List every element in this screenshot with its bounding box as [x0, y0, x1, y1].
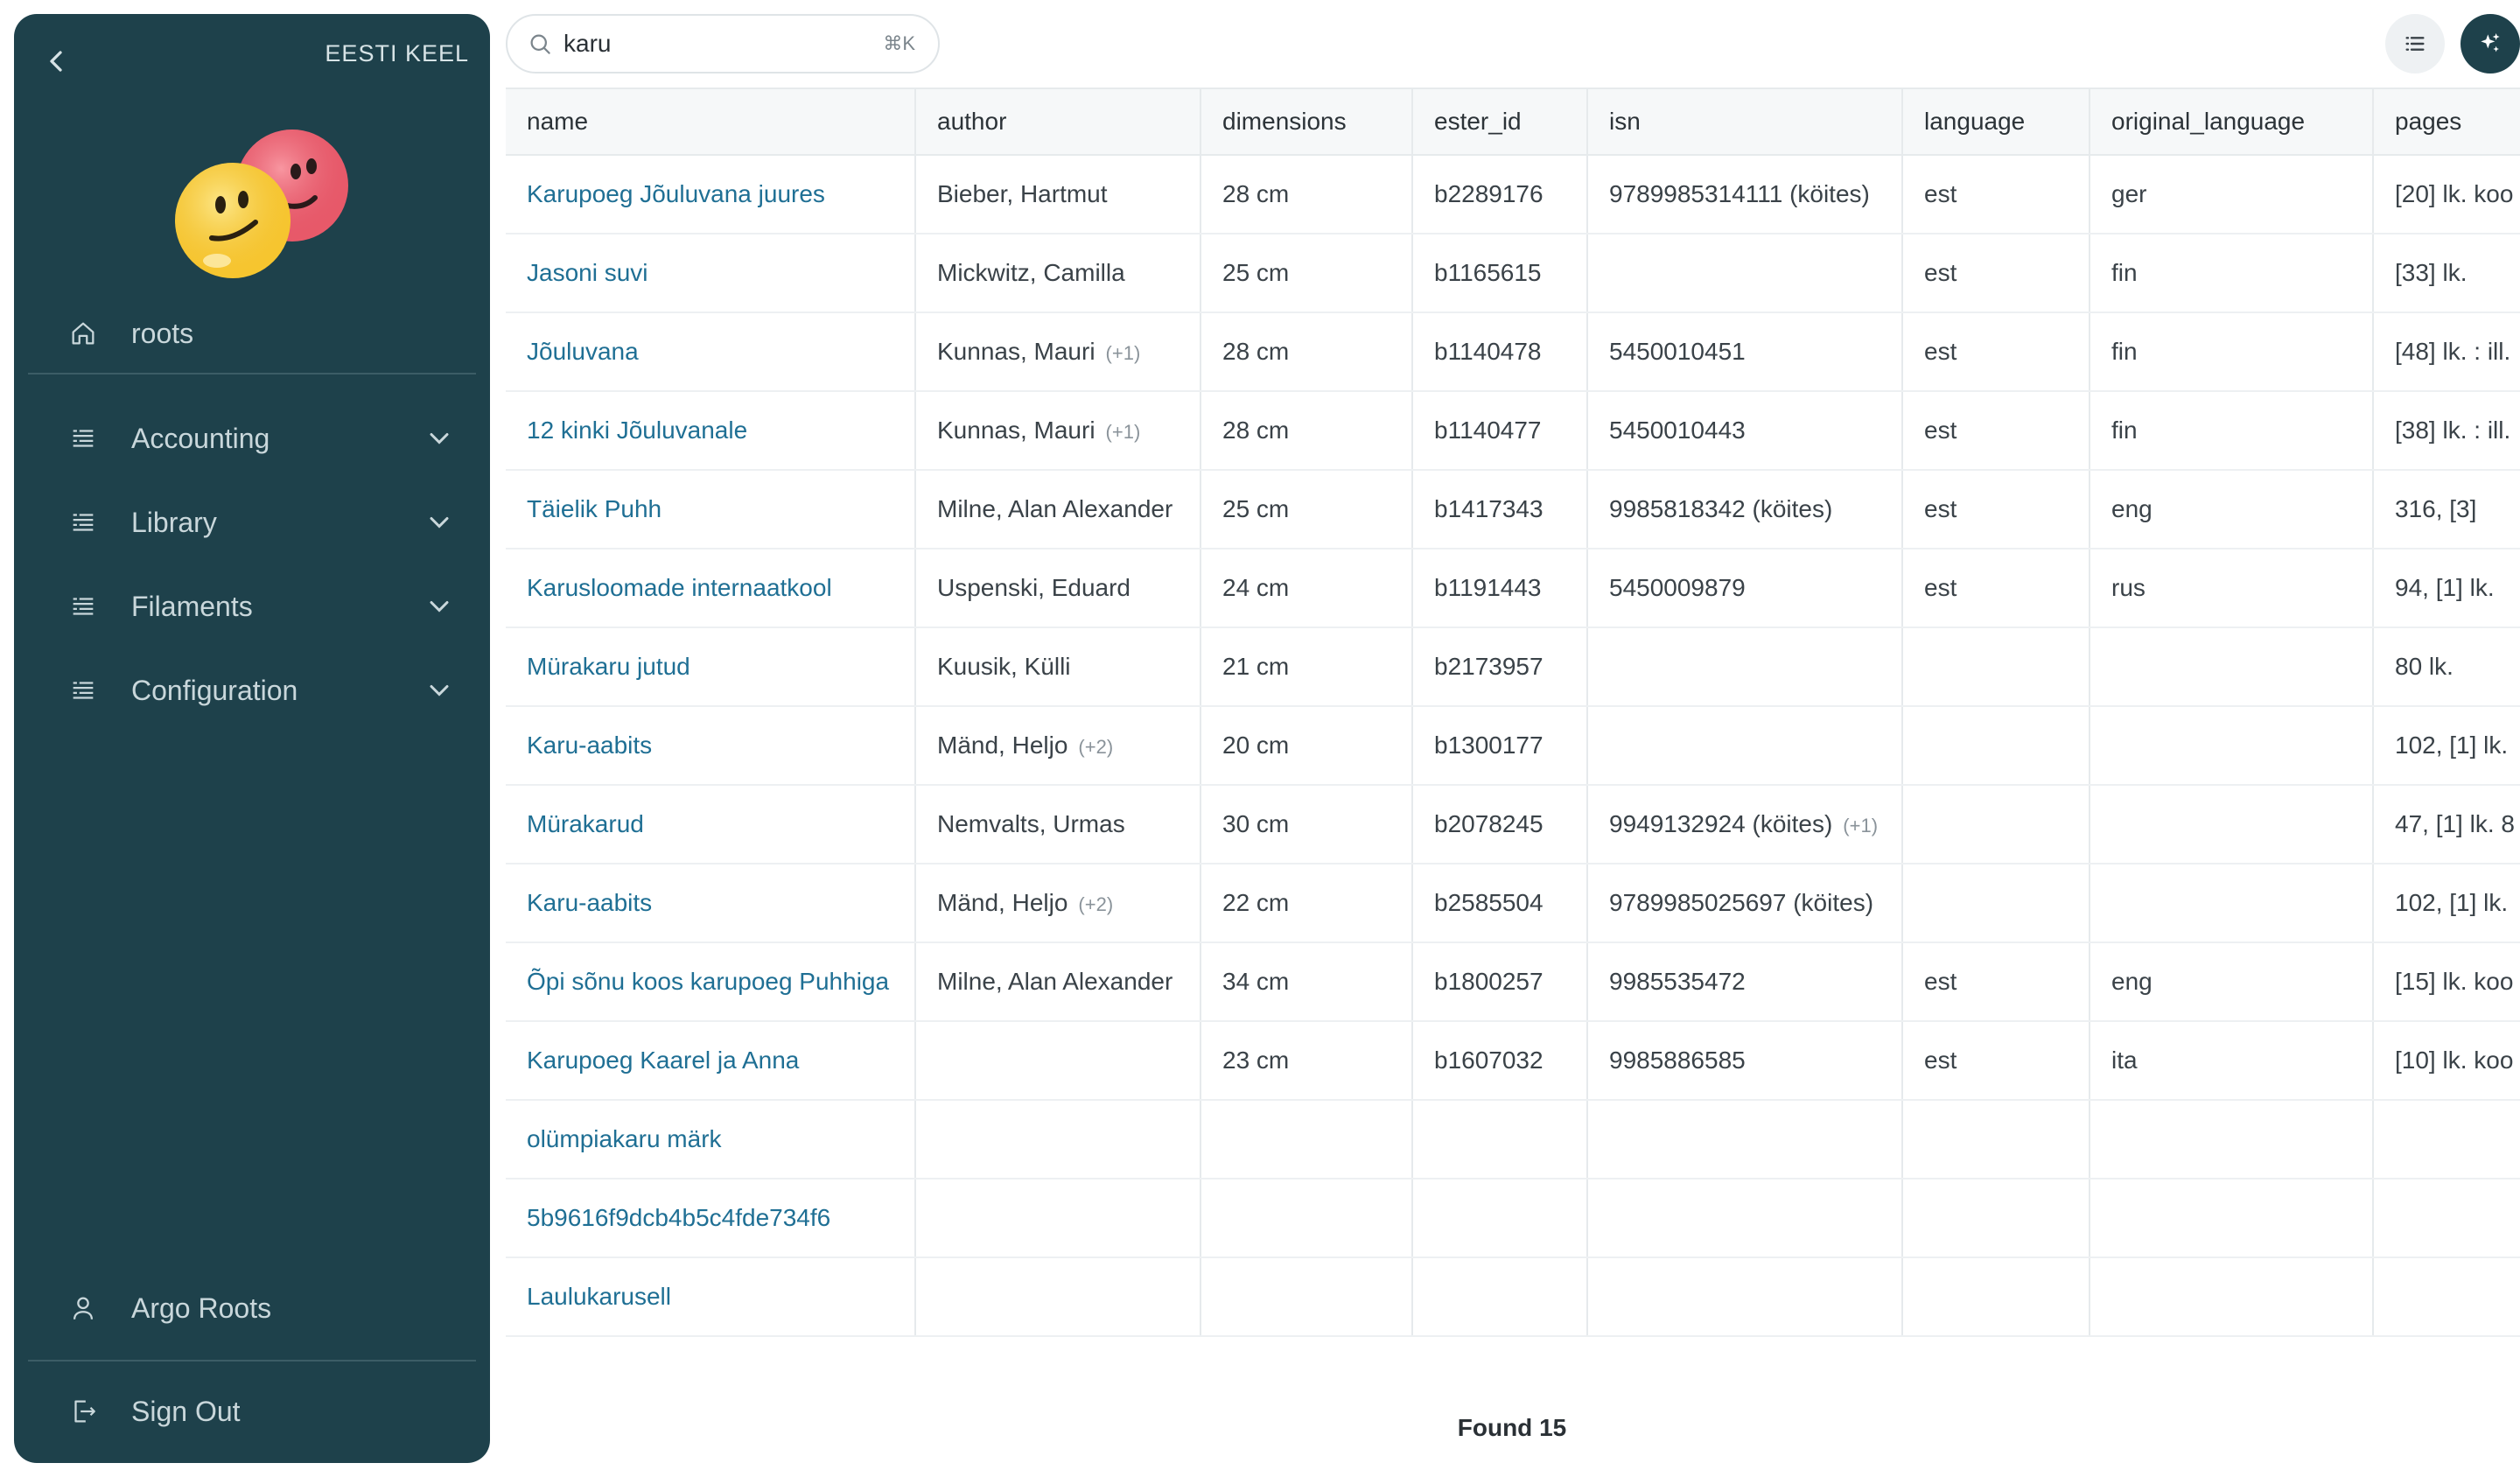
cell-original-language [2090, 312, 2373, 391]
cell-text: 9985818342 (köites) [1609, 495, 1833, 522]
cell-text: est [1924, 180, 1957, 207]
chevron-down-icon [424, 675, 455, 706]
cell-isn [1587, 1257, 1902, 1336]
cell-text: b2078245 [1434, 810, 1544, 837]
record-link[interactable]: Õpi sõnu koos karupoeg Puhhiga [527, 968, 890, 995]
cell-pages [2373, 706, 2520, 785]
cell-dimensions [1200, 864, 1412, 942]
more-count-badge: (+1) [1105, 421, 1141, 443]
cell-ester-id [1412, 470, 1587, 549]
chevron-down-icon [424, 507, 455, 538]
cell-original-language [2090, 1021, 2373, 1100]
cell-dimensions [1200, 706, 1412, 785]
table-row[interactable] [506, 391, 2520, 470]
cell-dimensions [1200, 942, 1412, 1021]
cell-text: eng [2111, 495, 2152, 522]
cell-author [915, 155, 1200, 234]
record-link[interactable]: Karupoeg Jõuluvana juures [527, 180, 825, 207]
cell-ester-id [1412, 1100, 1587, 1179]
nav-section-accounting[interactable] [35, 408, 469, 469]
cell-text: [48] lk. : ill. [2395, 338, 2511, 365]
cell-ester-id [1412, 1179, 1587, 1257]
record-link[interactable]: Jasoni suvi [527, 259, 648, 286]
cell-ester-id [1412, 1021, 1587, 1100]
cell-text: 102, [1] lk. [2395, 732, 2509, 759]
cell-text: 24 cm [1222, 574, 1290, 601]
user-name: Argo Roots [131, 1292, 272, 1324]
nav-section-filaments[interactable] [35, 576, 469, 637]
cell-text: Mänd, Heljo [937, 889, 1068, 916]
cell-original-language [2090, 1100, 2373, 1179]
chevron-down-icon [424, 591, 455, 622]
nav-section-label: Filaments [131, 590, 253, 622]
ai-assistant-button[interactable] [2460, 14, 2520, 74]
cell-text: 5450009879 [1609, 574, 1746, 601]
app-logo [163, 108, 355, 284]
home-icon [65, 315, 102, 352]
user-icon [65, 1290, 102, 1326]
cell-dimensions [1200, 627, 1412, 706]
cell-name[interactable] [506, 155, 915, 234]
cell-text: b1140477 [1434, 416, 1542, 444]
cell-isn [1587, 1100, 1902, 1179]
cell-name[interactable] [506, 942, 915, 1021]
cell-ester-id [1412, 312, 1587, 391]
cell-isn [1587, 785, 1902, 864]
cell-original-language [2090, 864, 2373, 942]
cell-text: [33] lk. [2395, 259, 2468, 286]
table-row[interactable] [506, 155, 2520, 234]
cell-isn [1587, 312, 1902, 391]
cell-name[interactable] [506, 864, 915, 942]
cell-text: 28 cm [1222, 338, 1290, 365]
cell-language [1902, 1021, 2090, 1100]
cell-text: est [1924, 968, 1957, 995]
cell-name[interactable] [506, 312, 915, 391]
cell-pages [2373, 312, 2520, 391]
cell-language [1902, 312, 2090, 391]
cell-text: 94, [1] lk. [2395, 574, 2495, 601]
cell-ester-id [1412, 864, 1587, 942]
cell-text: rus [2111, 574, 2146, 601]
cell-original-language [2090, 1257, 2373, 1336]
table-row[interactable] [506, 1100, 2520, 1179]
cell-text: 22 cm [1222, 889, 1290, 916]
cell-text: eng [2111, 968, 2152, 995]
cell-text: [10] lk. koo [2395, 1046, 2514, 1074]
cell-text: b1800257 [1434, 968, 1544, 995]
cell-language [1902, 864, 2090, 942]
cell-original-language [2090, 785, 2373, 864]
search-shortcut-hint: ⌘K [883, 32, 915, 54]
cell-text: Kuusik, Külli [937, 653, 1071, 680]
cell-name[interactable] [506, 627, 915, 706]
cell-text: fin [2111, 338, 2138, 365]
cell-language [1902, 470, 2090, 549]
table-row[interactable] [506, 1257, 2520, 1336]
table-row[interactable] [506, 549, 2520, 627]
cell-isn [1587, 549, 1902, 627]
cell-author [915, 942, 1200, 1021]
column-header-original-language[interactable]: original_language [2090, 88, 2373, 155]
cell-author [915, 1257, 1200, 1336]
cell-author [915, 785, 1200, 864]
cell-dimensions [1200, 234, 1412, 312]
results-table-container [506, 88, 2520, 1348]
cell-language [1902, 1179, 2090, 1257]
cell-author [915, 391, 1200, 470]
table-header-row [506, 88, 2520, 155]
list-icon [2401, 30, 2429, 58]
cell-author [915, 627, 1200, 706]
list-lines-icon [65, 588, 102, 625]
sparkles-icon [2476, 30, 2504, 58]
column-header-language[interactable]: language [1902, 88, 2090, 155]
search-icon [527, 31, 553, 57]
cell-isn [1587, 627, 1902, 706]
cell-original-language [2090, 155, 2373, 234]
cell-ester-id [1412, 234, 1587, 312]
cell-ester-id [1412, 706, 1587, 785]
cell-text: est [1924, 338, 1957, 365]
cell-ester-id [1412, 155, 1587, 234]
cell-pages [2373, 1179, 2520, 1257]
cell-original-language [2090, 706, 2373, 785]
cell-text: ita [2111, 1046, 2138, 1074]
cell-original-language [2090, 1179, 2373, 1257]
cell-text: b1607032 [1434, 1046, 1544, 1074]
cell-text: ger [2111, 180, 2147, 207]
table-row[interactable] [506, 234, 2520, 312]
table-row[interactable] [506, 627, 2520, 706]
cell-text: b1165615 [1434, 259, 1542, 286]
cell-text: 30 cm [1222, 810, 1290, 837]
cell-isn [1587, 234, 1902, 312]
record-link[interactable]: Mürakaru jutud [527, 653, 690, 680]
record-link[interactable]: Karu-aabits [527, 889, 653, 916]
cell-pages [2373, 391, 2520, 470]
column-header-pages[interactable]: pages [2373, 88, 2520, 155]
cell-language [1902, 391, 2090, 470]
cell-ester-id [1412, 942, 1587, 1021]
record-link[interactable]: Täielik Puhh [527, 495, 662, 522]
cell-language [1902, 785, 2090, 864]
cell-name[interactable] [506, 391, 915, 470]
cell-author [915, 234, 1200, 312]
nav-user-profile[interactable] [35, 1278, 469, 1339]
cell-language [1902, 1100, 2090, 1179]
cell-text: 23 cm [1222, 1046, 1290, 1074]
table-row[interactable] [506, 864, 2520, 942]
cell-pages [2373, 1100, 2520, 1179]
list-lines-icon [65, 672, 102, 709]
nav-section-label: Configuration [131, 674, 298, 706]
cell-dimensions [1200, 1021, 1412, 1100]
sidebar-divider [28, 1360, 476, 1362]
record-link[interactable]: 5b9616f9dcb4b5c4fde734f6 [527, 1204, 831, 1231]
cell-isn [1587, 1021, 1902, 1100]
column-header-isn[interactable]: isn [1587, 88, 1902, 155]
cell-text: b1417343 [1434, 495, 1544, 522]
record-link[interactable]: Jõuluvana [527, 338, 639, 365]
cell-text: 28 cm [1222, 180, 1290, 207]
cell-text: b2289176 [1434, 180, 1544, 207]
cell-pages [2373, 549, 2520, 627]
cell-text: Nemvalts, Urmas [937, 810, 1125, 837]
cell-isn [1587, 942, 1902, 1021]
cell-text: [20] lk. koo [2395, 180, 2514, 207]
cell-ester-id [1412, 391, 1587, 470]
cell-pages [2373, 155, 2520, 234]
cell-text: 21 cm [1222, 653, 1290, 680]
back-chevron-icon[interactable] [38, 44, 74, 79]
cell-language [1902, 234, 2090, 312]
cell-language [1902, 1257, 2090, 1336]
cell-text: Mänd, Heljo [937, 732, 1068, 759]
nav-home-roots[interactable] [35, 303, 469, 364]
sidebar-divider [28, 373, 476, 374]
results-table [506, 88, 2520, 1337]
cell-dimensions [1200, 312, 1412, 391]
cell-text: Mickwitz, Camilla [937, 259, 1125, 286]
more-count-badge: (+2) [1078, 736, 1114, 758]
cell-pages [2373, 942, 2520, 1021]
cell-language [1902, 627, 2090, 706]
cell-isn [1587, 470, 1902, 549]
cell-dimensions [1200, 1257, 1412, 1336]
column-header-ester-id[interactable]: ester_id [1412, 88, 1587, 155]
list-lines-icon [65, 504, 102, 541]
table-row[interactable] [506, 785, 2520, 864]
record-link[interactable]: Laulukarusell [527, 1283, 671, 1310]
cell-ester-id [1412, 627, 1587, 706]
cell-dimensions [1200, 155, 1412, 234]
cell-original-language [2090, 470, 2373, 549]
cell-text: b1191443 [1434, 574, 1542, 601]
cell-ester-id [1412, 549, 1587, 627]
cell-original-language [2090, 549, 2373, 627]
cell-text: est [1924, 259, 1957, 286]
table-row[interactable] [506, 470, 2520, 549]
column-header-dimensions[interactable]: dimensions [1200, 88, 1412, 155]
record-link[interactable]: Karupoeg Kaarel ja Anna [527, 1046, 800, 1074]
cell-pages [2373, 864, 2520, 942]
cell-dimensions [1200, 1100, 1412, 1179]
table-row[interactable] [506, 706, 2520, 785]
cell-text: est [1924, 416, 1957, 444]
cell-isn [1587, 706, 1902, 785]
cell-text: [15] lk. koo [2395, 968, 2514, 995]
cell-name[interactable] [506, 706, 915, 785]
cell-text: 9949132924 (köites) [1609, 810, 1833, 837]
record-link[interactable]: 12 kinki Jõuluvanale [527, 416, 748, 444]
list-view-button[interactable] [2385, 14, 2445, 74]
cell-text: b2585504 [1434, 889, 1544, 916]
cell-text: 20 cm [1222, 732, 1290, 759]
cell-dimensions [1200, 470, 1412, 549]
cell-dimensions [1200, 785, 1412, 864]
cell-dimensions [1200, 1179, 1412, 1257]
sidebar [14, 14, 490, 1463]
nav-home-label: roots [131, 317, 194, 349]
language-switch[interactable]: EESTI KEEL [325, 40, 469, 66]
column-header-name[interactable]: name [506, 88, 915, 155]
cell-pages [2373, 627, 2520, 706]
cell-text: fin [2111, 416, 2138, 444]
cell-isn [1587, 155, 1902, 234]
cell-text: est [1924, 574, 1957, 601]
cell-language [1902, 549, 2090, 627]
column-header-author[interactable]: author [915, 88, 1200, 155]
cell-name[interactable] [506, 549, 915, 627]
cell-text: b1140478 [1434, 338, 1542, 365]
cell-isn [1587, 864, 1902, 942]
cell-text: b2173957 [1434, 653, 1544, 680]
cell-text: 102, [1] lk. [2395, 889, 2509, 916]
sign-out-icon [65, 1393, 102, 1430]
cell-text: Milne, Alan Alexander [937, 495, 1173, 522]
results-count: Found 15 [1457, 1414, 1567, 1441]
cell-language [1902, 942, 2090, 1021]
cell-text: Milne, Alan Alexander [937, 968, 1173, 995]
cell-dimensions [1200, 549, 1412, 627]
cell-pages [2373, 785, 2520, 864]
cell-name[interactable] [506, 1100, 915, 1179]
cell-text: 80 lk. [2395, 653, 2454, 680]
cell-author [915, 470, 1200, 549]
cell-pages [2373, 1257, 2520, 1336]
cell-text: 28 cm [1222, 416, 1290, 444]
search-input[interactable] [506, 14, 940, 74]
cell-language [1902, 706, 2090, 785]
cell-text: 47, [1] lk. 8 [2395, 810, 2515, 837]
cell-text: 9789985314111 (köites) [1609, 180, 1870, 207]
sign-out-label: Sign Out [131, 1395, 241, 1427]
cell-isn [1587, 391, 1902, 470]
cell-original-language [2090, 234, 2373, 312]
record-link[interactable]: Mürakarud [527, 810, 644, 837]
cell-pages [2373, 470, 2520, 549]
cell-name[interactable] [506, 785, 915, 864]
cell-name[interactable] [506, 1179, 915, 1257]
nav-section-label: Accounting [131, 422, 270, 454]
table-row[interactable] [506, 312, 2520, 391]
cell-original-language [2090, 627, 2373, 706]
cell-author [915, 312, 1200, 391]
more-count-badge: (+1) [1105, 342, 1141, 364]
cell-author [915, 864, 1200, 942]
cell-original-language [2090, 942, 2373, 1021]
cell-name[interactable] [506, 1021, 915, 1100]
cell-text: 5450010443 [1609, 416, 1746, 444]
cell-isn [1587, 1179, 1902, 1257]
cell-author [915, 549, 1200, 627]
record-link[interactable]: olümpiakaru märk [527, 1125, 722, 1152]
cell-ester-id [1412, 785, 1587, 864]
cell-author [915, 1179, 1200, 1257]
cell-text: est [1924, 1046, 1957, 1074]
nav-section-library[interactable] [35, 492, 469, 553]
cell-text: Bieber, Hartmut [937, 180, 1108, 207]
cell-author [915, 1100, 1200, 1179]
cell-ester-id [1412, 1257, 1587, 1336]
table-row[interactable] [506, 942, 2520, 1021]
cell-original-language [2090, 391, 2373, 470]
cell-text: 9985535472 [1609, 968, 1746, 995]
cell-name[interactable] [506, 470, 915, 549]
cell-text: 34 cm [1222, 968, 1290, 995]
record-link[interactable]: Karusloomade internaatkool [527, 574, 832, 601]
cell-text: fin [2111, 259, 2138, 286]
search-value[interactable]: karu [564, 30, 612, 57]
more-count-badge: (+2) [1078, 893, 1114, 915]
record-link[interactable]: Karu-aabits [527, 732, 653, 759]
cell-pages [2373, 1021, 2520, 1100]
cell-dimensions [1200, 391, 1412, 470]
cell-text: [38] lk. : ill. [2395, 416, 2511, 444]
chevron-down-icon [424, 423, 455, 454]
cell-text: Uspenski, Eduard [937, 574, 1131, 601]
cell-text: 25 cm [1222, 495, 1290, 522]
cell-text: b1300177 [1434, 732, 1544, 759]
cell-author [915, 706, 1200, 785]
cell-text: 25 cm [1222, 259, 1290, 286]
cell-text: Kunnas, Mauri [937, 416, 1096, 444]
cell-text: Kunnas, Mauri [937, 338, 1096, 365]
nav-section-label: Library [131, 506, 217, 538]
cell-author [915, 1021, 1200, 1100]
sign-out-button[interactable] [35, 1381, 469, 1442]
cell-pages [2373, 234, 2520, 312]
cell-language [1902, 155, 2090, 234]
nav-section-configuration[interactable] [35, 660, 469, 721]
list-lines-icon [65, 420, 102, 457]
cell-text: 9789985025697 (köites) [1609, 889, 1874, 916]
table-row[interactable] [506, 1179, 2520, 1257]
more-count-badge: (+1) [1843, 815, 1879, 836]
cell-text: est [1924, 495, 1957, 522]
cell-name[interactable] [506, 1257, 915, 1336]
cell-text: 9985886585 [1609, 1046, 1746, 1074]
cell-name[interactable] [506, 234, 915, 312]
table-row[interactable] [506, 1021, 2520, 1100]
cell-text: 5450010451 [1609, 338, 1746, 365]
cell-text: 316, [3] [2395, 495, 2477, 522]
